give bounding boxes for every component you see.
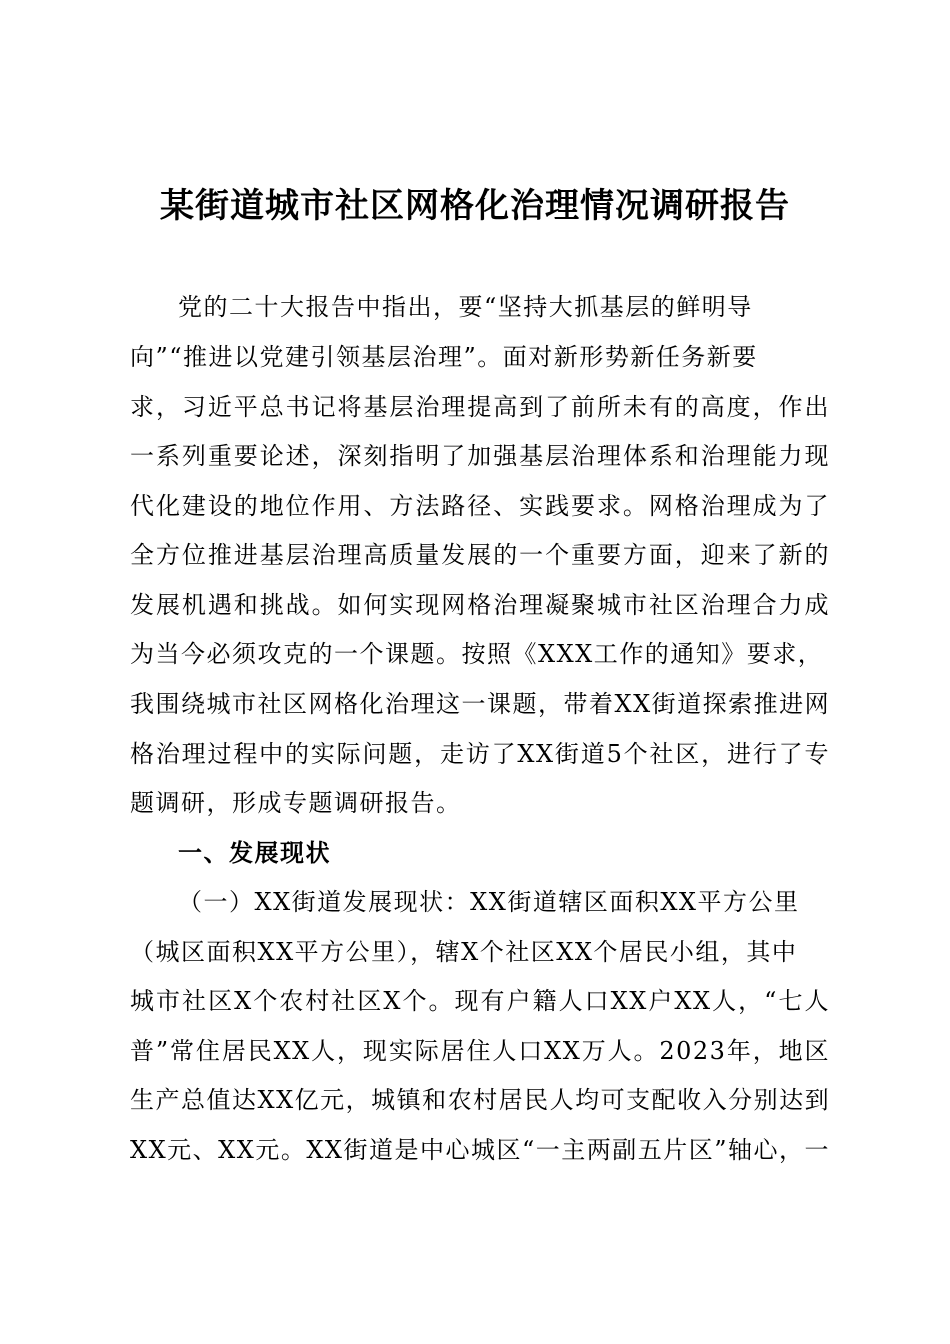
paragraph-2-line: 城市社区X个农村社区X个。现有户籍人口XX户XX人，“七人 [130, 987, 830, 1015]
paragraph-2-line: 生产总值达XX亿元，城镇和农村居民人均可支配收入分别达到 [130, 1086, 830, 1114]
section-heading: 一、发展现状 [178, 839, 331, 867]
document-title: 某街道城市社区网格化治理情况调研报告 [160, 186, 790, 226]
paragraph-1-line: 代化建设的地位作用、方法路径、实践要求。网格治理成为了 [130, 492, 830, 520]
paragraph-1-line: 一系列重要论述，深刻指明了加强基层治理体系和治理能力现 [130, 442, 830, 470]
paragraph-2-line: XX元、XX元。XX街道是中心城区“一主两副五片区”轴心，一 [130, 1136, 830, 1164]
paragraph-1-line: 为当今必须攻克的一个课题。按照《XXX工作的通知》要求， [130, 640, 824, 668]
paragraph-1-line: 求，习近平总书记将基层治理提高到了前所未有的高度，作出 [130, 393, 830, 421]
paragraph-1-line: 发展机遇和挑战。如何实现网格治理凝聚城市社区治理合力成 [130, 591, 830, 619]
paragraph-2-line: （城区面积XX平方公里），辖X个社区XX个居民小组，其中 [130, 938, 798, 966]
paragraph-2-line: 普”常住居民XX人，现实际居住人口XX万人。2023年，地区 [130, 1037, 830, 1065]
paragraph-1-line: 题调研，形成专题调研报告。 [130, 789, 462, 817]
paragraph-1-line: 格治理过程中的实际问题，走访了XX街道5个社区，进行了专 [130, 740, 830, 768]
paragraph-1-line: 我围绕城市社区网格化治理这一课题，带着XX街道探索推进网 [130, 690, 830, 718]
paragraph-1-line: 全方位推进基层治理高质量发展的一个重要方面，迎来了新的 [130, 541, 830, 569]
paragraph-1-line: 向”“推进以党建引领基层治理”。面对新形势新任务新要 [130, 343, 758, 371]
paragraph-1-line: 党的二十大报告中指出，要“坚持大抓基层的鲜明导 [178, 293, 753, 321]
paragraph-2-line: （一）XX街道发展现状：XX街道辖区面积XX平方公里 [178, 888, 800, 916]
